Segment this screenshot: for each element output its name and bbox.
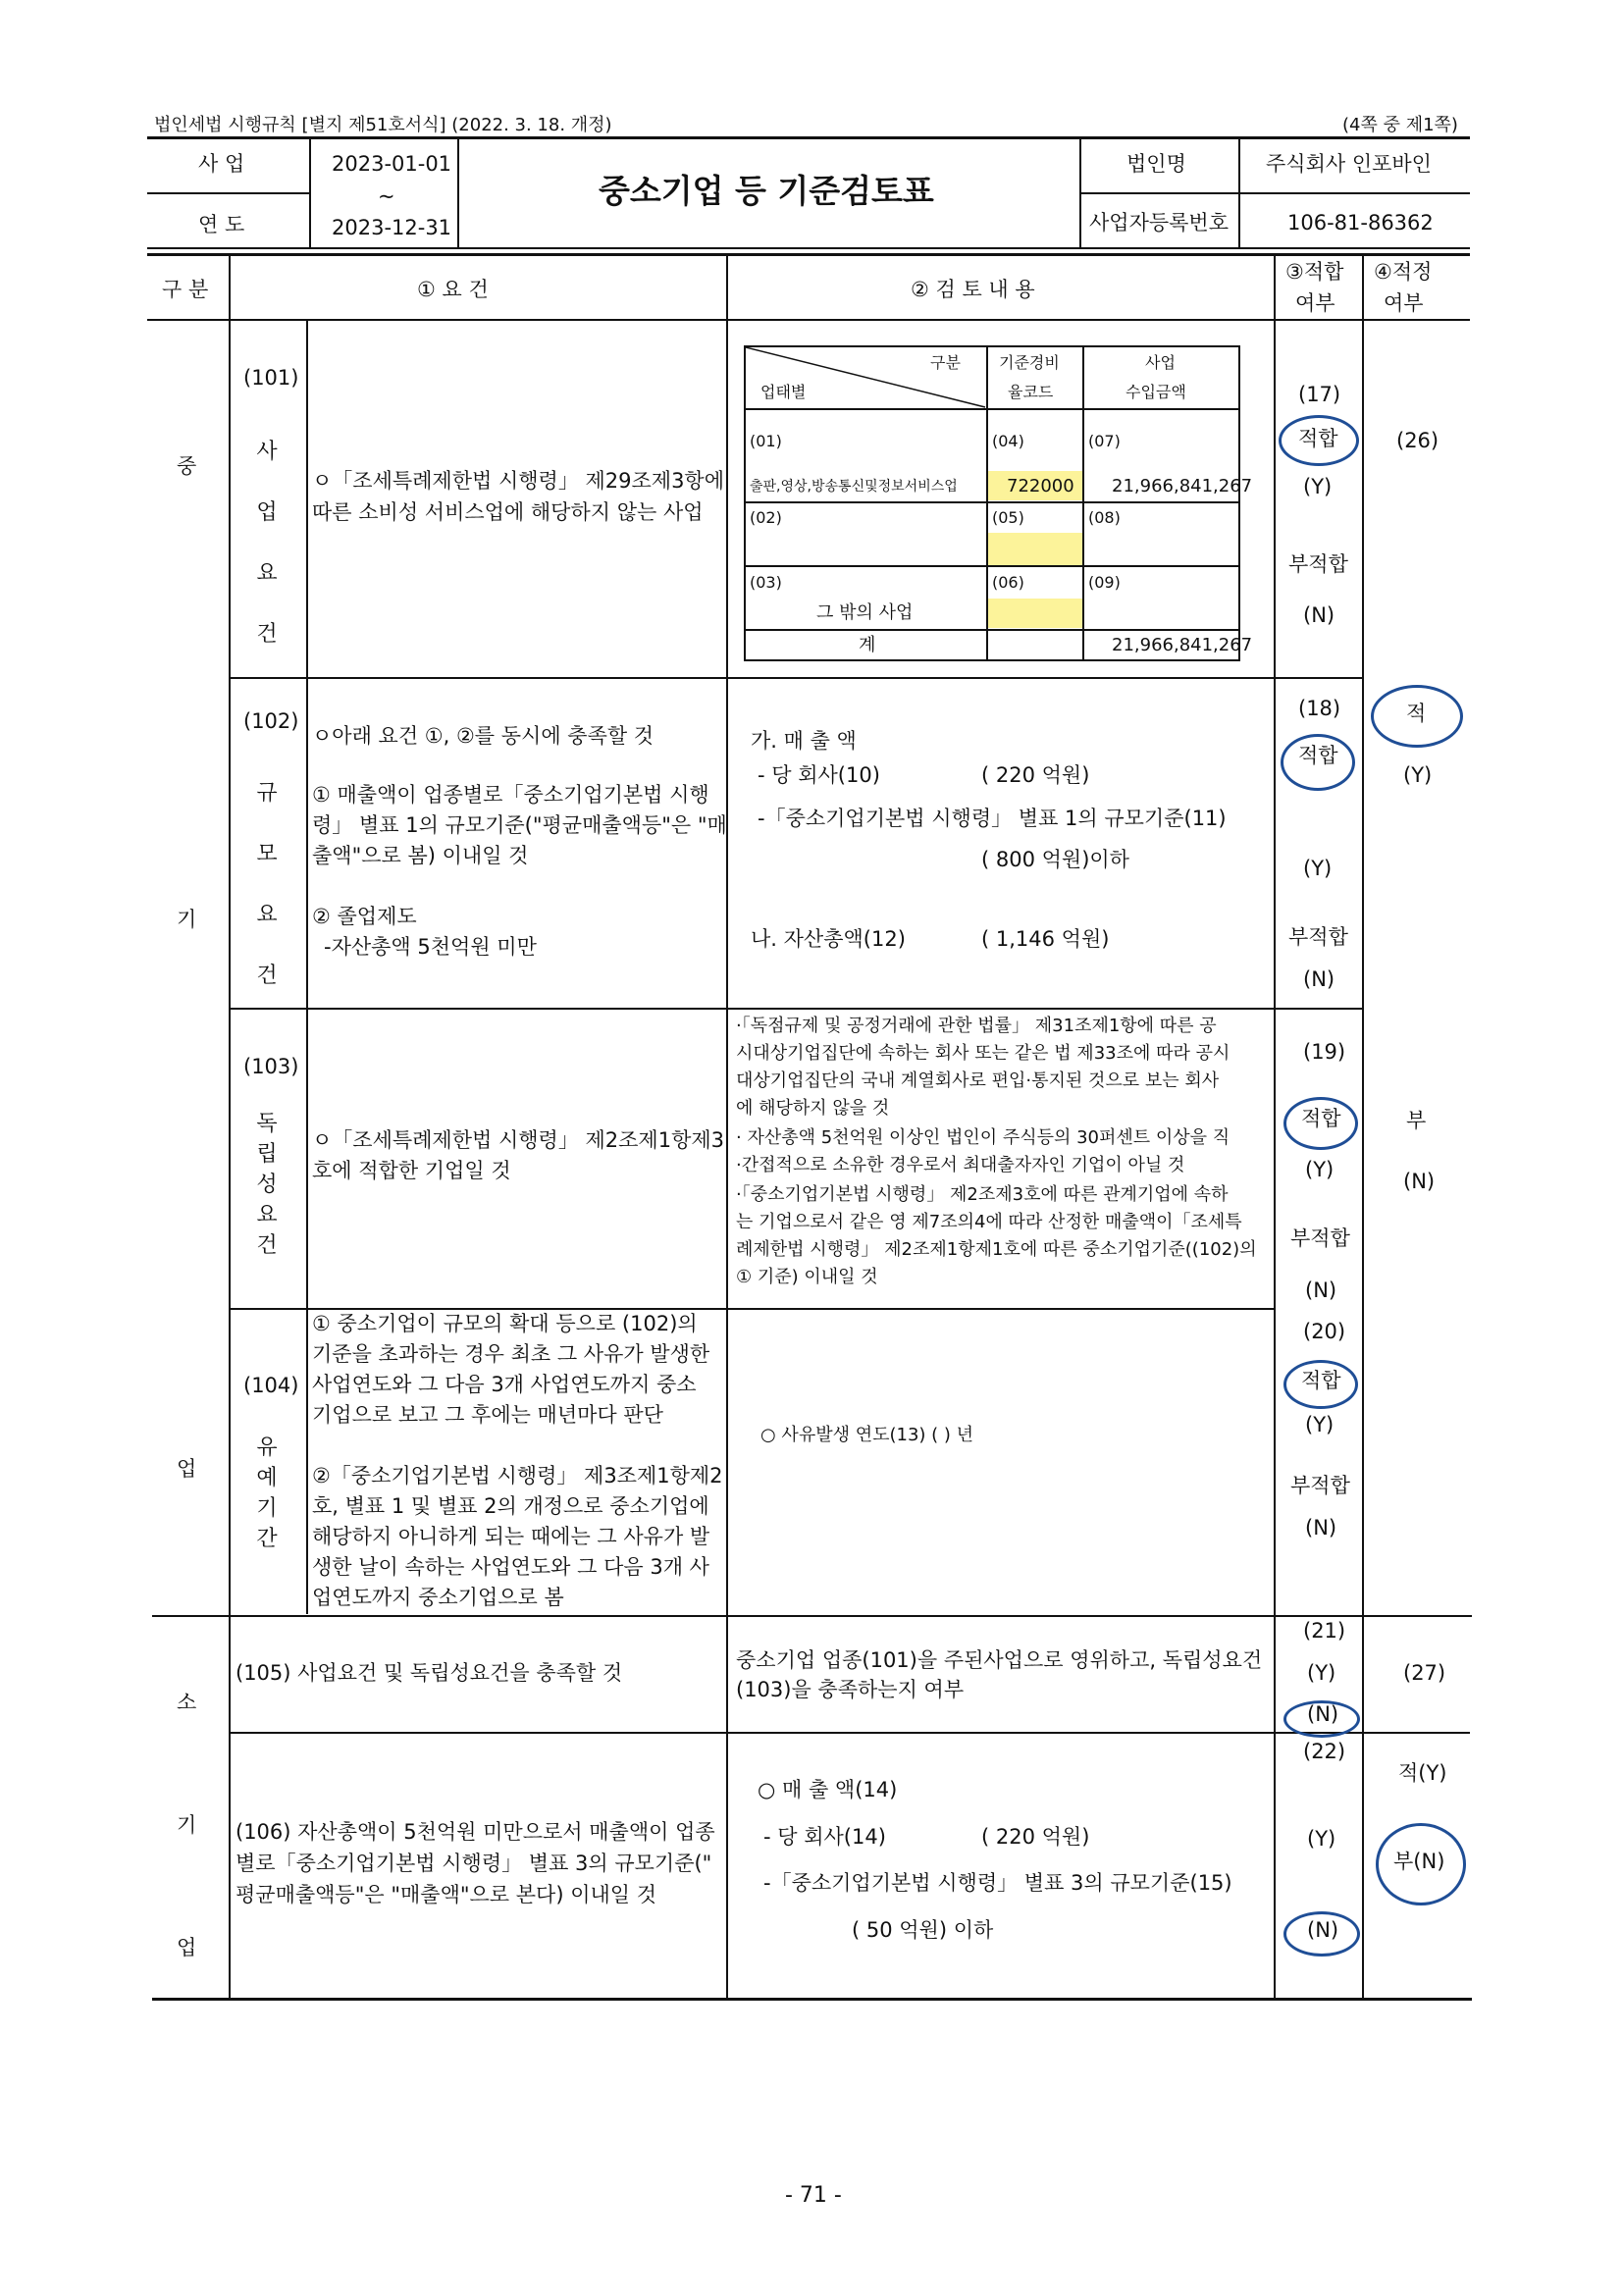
r101-row2-n3: (08) bbox=[1088, 508, 1121, 527]
r102-num: (102) bbox=[243, 709, 299, 733]
page-number: - 71 - bbox=[785, 2183, 842, 2208]
r101-total-label: 계 bbox=[859, 635, 876, 655]
r104-vertical-label: 유 예 기 간 bbox=[256, 1435, 278, 1551]
r101-row1-n2: (04) bbox=[992, 432, 1024, 450]
r103-review-line1: ·「독점규제 및 공정거래에 관한 법률」 제31조제1항에 따른 공 bbox=[736, 1016, 1217, 1036]
r101-row1-n3: (07) bbox=[1088, 432, 1121, 450]
reg-no: 106-81-86362 bbox=[1287, 211, 1434, 235]
r105-fit-y: (Y) bbox=[1307, 1661, 1336, 1685]
page-title: 중소기업 등 기준검토표 bbox=[599, 172, 934, 210]
r104-review: ○ 사유발생 연도(13) ( ) 년 bbox=[760, 1425, 974, 1445]
period-tilde: ~ bbox=[378, 184, 395, 208]
side-label-eop: 업 bbox=[177, 1457, 197, 1481]
r102-elig-y: (Y) bbox=[1403, 763, 1433, 787]
r101-row2-n1: (02) bbox=[750, 508, 782, 527]
r102-rev-a: 가. 매 출 액 bbox=[751, 729, 857, 753]
r105-req: (105) 사업요건 및 독립성요건을 충족할 것 bbox=[236, 1661, 623, 1685]
r102-rev-std: -「중소기업기본법 시행령」 별표 1의 규모기준(11) bbox=[758, 807, 1227, 830]
r103-review-line3: 대상기업집단의 국내 계열회사로 편입·통지된 것으로 보는 회사 bbox=[736, 1070, 1220, 1091]
r104-fit-n: (N) bbox=[1305, 1516, 1337, 1539]
r101-row1-code: 722000 bbox=[1007, 476, 1074, 496]
period-to: 2023-12-31 bbox=[332, 216, 452, 239]
r102-rev-std-val: ( 800 억원)이하 bbox=[981, 848, 1129, 871]
r102-req-line5: ② 졸업제도 bbox=[312, 905, 417, 928]
r102-fit-circle bbox=[1281, 734, 1355, 791]
r101-tbl-rev-2: 수입금액 bbox=[1126, 383, 1186, 401]
r104-fit-num: (20) bbox=[1303, 1320, 1346, 1343]
r106-rev-a: ○ 매 출 액(14) bbox=[758, 1778, 898, 1801]
r101-tbl-code-1: 기준경비 bbox=[999, 353, 1060, 372]
r101-total-amt: 21,966,841,267 bbox=[1112, 635, 1253, 655]
r101-tbl-code-2: 율코드 bbox=[1008, 383, 1054, 401]
reg-no-label: 사업자등록번호 bbox=[1089, 211, 1230, 235]
r101-fit-circle bbox=[1279, 415, 1359, 466]
r102-rev-company: - 당 회사(10) bbox=[758, 763, 880, 787]
r103-vertical-label: 독 립 성 요 건 bbox=[256, 1112, 278, 1258]
r101-row3-n2: (06) bbox=[992, 573, 1024, 592]
form-reference: 법인세법 시행규칙 [별지 제51호서식] (2022. 3. 18. 개정) bbox=[154, 115, 612, 135]
r106-req-line1: (106) 자산총액이 5천억원 미만으로서 매출액이 업종 bbox=[236, 1820, 715, 1844]
r104-fit-circle bbox=[1283, 1360, 1358, 1409]
r106-elig-n: 부(N) bbox=[1393, 1850, 1445, 1873]
r102-req-line1: ㅇ아래 요건 ①, ②를 동시에 충족할 것 bbox=[312, 724, 654, 748]
r101-tbl-gubun: 구분 bbox=[930, 353, 961, 372]
r103-fit-num: (19) bbox=[1303, 1040, 1346, 1064]
r103-fit-circle bbox=[1283, 1097, 1358, 1150]
r102-req-line6: -자산총액 5천억원 미만 bbox=[324, 935, 537, 959]
side-label-jung: 중 bbox=[177, 454, 197, 478]
r102-rev-asset-val: ( 1,146 억원) bbox=[981, 927, 1110, 951]
r106-fit-num: (22) bbox=[1303, 1740, 1346, 1763]
r101-row1-n1: (01) bbox=[750, 432, 782, 450]
r103-fit-y: (Y) bbox=[1305, 1158, 1335, 1181]
r101-fit-num: (17) bbox=[1298, 383, 1341, 406]
r106-elig-circle bbox=[1376, 1823, 1466, 1905]
r103-review-line7: ·「중소기업기본법 시행령」 제2조제3호에 따른 관계기업에 속하 bbox=[736, 1184, 1229, 1205]
r103-review-line2: 시대상기업집단에 속하는 회사 또는 같은 법 제33조에 따라 공시 bbox=[736, 1043, 1230, 1064]
r102-elig-circle bbox=[1371, 685, 1463, 748]
r106-fit-circle bbox=[1283, 1911, 1360, 1957]
r102-fit-no: 부적합 bbox=[1288, 925, 1348, 949]
r102-fit-num: (18) bbox=[1298, 697, 1341, 720]
col-fit-2: 여부 bbox=[1295, 291, 1335, 315]
r105-fit-num: (21) bbox=[1303, 1619, 1346, 1643]
r104-req-line6: 호, 별표 1 및 별표 2의 개정으로 중소기업에 bbox=[312, 1494, 709, 1518]
r101-fit-y: (Y) bbox=[1303, 475, 1333, 498]
r103-review-line6: ·간접적으로 소유한 경우로서 최대출자자인 기업이 아닐 것 bbox=[736, 1155, 1185, 1175]
col-eligible-2: 여부 bbox=[1384, 291, 1424, 315]
r104-fit-ok: 적합 bbox=[1301, 1369, 1341, 1392]
r104-req-line5: ②「중소기업기본법 시행령」 제3조제1항제2 bbox=[312, 1464, 723, 1487]
r104-num: (104) bbox=[243, 1374, 299, 1397]
r101-req-line2: 따른 소비성 서비스업에 해당하지 않는 사업 bbox=[312, 500, 704, 524]
r103-req-line2: 호에 적합한 기업일 것 bbox=[312, 1159, 511, 1182]
r103-review-line10: ① 기준) 이내일 것 bbox=[736, 1267, 878, 1287]
r101-row1-biz: 출판,영상,방송통신및정보서비스업 bbox=[750, 479, 958, 495]
r103-review-line5: · 자산총액 5천억원 이상인 법인이 주식등의 30퍼센트 이상을 직 bbox=[736, 1127, 1230, 1148]
r103-fit-n: (N) bbox=[1305, 1278, 1337, 1302]
r106-fit-n: (N) bbox=[1307, 1918, 1339, 1942]
r105-fit-n: (N) bbox=[1307, 1702, 1339, 1726]
r104-req-line3: 사업연도와 그 다음 3개 사업연도까지 중소 bbox=[312, 1373, 697, 1396]
col-gubun: 구 분 bbox=[162, 278, 209, 301]
r106-req-line2: 별로「중소기업기본법 시행령」 별표 3의 규모기준(" bbox=[236, 1852, 712, 1875]
r104-req-line1: ① 중소기업이 규모의 확대 등으로 (102)의 bbox=[312, 1312, 698, 1335]
r104-req-line2: 기준을 초과하는 경우 최초 그 사유가 발생한 bbox=[312, 1342, 710, 1366]
r101-row3-n3: (09) bbox=[1088, 573, 1121, 592]
r101-vertical-label: 사 업 요 건 bbox=[256, 440, 278, 647]
r105-review-line1: 중소기업 업종(101)을 주된사업으로 영위하고, 독립성요건 bbox=[736, 1648, 1263, 1672]
r106-fit-y: (Y) bbox=[1307, 1827, 1336, 1851]
r101-row3-biz: 그 밖의 사업 bbox=[816, 602, 914, 623]
r106-rev-std-val: ( 50 억원) 이하 bbox=[852, 1918, 994, 1942]
r102-rev-asset: 나. 자산총액(12) bbox=[751, 927, 906, 951]
r103-fit-ok: 적합 bbox=[1301, 1107, 1341, 1130]
r101-fit-n: (N) bbox=[1303, 603, 1335, 627]
corp-name-label: 법인명 bbox=[1126, 152, 1186, 176]
r104-fit-y: (Y) bbox=[1305, 1413, 1335, 1436]
r101-req-line1: ㅇ「조세특례제한법 시행령」 제29조제3항에 bbox=[312, 469, 725, 493]
r106-rev-company: - 당 회사(14) bbox=[763, 1825, 886, 1849]
r101-row2-n2: (05) bbox=[992, 508, 1024, 527]
side-label-eop2: 업 bbox=[177, 1936, 197, 1959]
col-fit-1: ③적합 bbox=[1285, 260, 1344, 284]
r101-fit-ok: 적합 bbox=[1298, 427, 1338, 450]
r101-tbl-biz: 업태별 bbox=[760, 383, 807, 401]
r102-fit-y: (Y) bbox=[1303, 857, 1333, 880]
r106-rev-std: -「중소기업기본법 시행령」 별표 3의 규모기준(15) bbox=[763, 1871, 1232, 1895]
r103-elig-n: (N) bbox=[1403, 1170, 1436, 1193]
r105-elig-num: (27) bbox=[1403, 1661, 1446, 1685]
r102-fit-ok: 적합 bbox=[1298, 744, 1338, 767]
corp-name: 주식회사 인포바인 bbox=[1266, 152, 1432, 176]
r102-req-line4: 출액"으로 봄) 이내일 것 bbox=[312, 844, 529, 867]
r104-req-line9: 업연도까지 중소기업으로 봄 bbox=[312, 1586, 564, 1609]
r101-num: (101) bbox=[243, 366, 299, 390]
col-requirement: ① 요 건 bbox=[417, 278, 489, 301]
r102-fit-n: (N) bbox=[1303, 967, 1335, 991]
col-review: ② 검 토 내 용 bbox=[911, 278, 1035, 301]
r101-elig-num: (26) bbox=[1396, 429, 1440, 452]
r104-req-line8: 생한 날이 속하는 사업연도와 그 다음 3개 사 bbox=[312, 1555, 709, 1579]
r102-elig-ok: 적 bbox=[1406, 702, 1427, 725]
r102-req-line3: 령」 별표 1의 규모기준("평균매출액등"은 "매 bbox=[312, 813, 727, 837]
r101-tbl-rev-1: 사업 bbox=[1145, 353, 1176, 372]
r103-review-line8: 는 기업으로서 같은 영 제7조의4에 따라 산정한 매출액이「조세특 bbox=[736, 1212, 1242, 1232]
r103-req-line1: ㅇ「조세특례제한법 시행령」 제2조제1항제3 bbox=[312, 1128, 725, 1152]
r102-req-line2: ① 매출액이 업종별로「중소기업기본법 시행 bbox=[312, 783, 709, 807]
r103-review-line9: 례제한법 시행령」 제2조제1항제1호에 따른 중소기업기준((102)의 bbox=[736, 1239, 1257, 1260]
side-label-so: 소 bbox=[177, 1691, 197, 1714]
r105-review-line2: (103)을 충족하는지 여부 bbox=[736, 1678, 965, 1701]
r103-num: (103) bbox=[243, 1055, 299, 1078]
side-label-gi2: 기 bbox=[177, 1813, 197, 1837]
r102-rev-company-val: ( 220 억원) bbox=[981, 763, 1090, 787]
r101-fit-no: 부적합 bbox=[1288, 552, 1348, 576]
period-from: 2023-01-01 bbox=[332, 152, 452, 176]
r104-req-line7: 해당하지 아니하게 되는 때에는 그 사유가 발 bbox=[312, 1525, 710, 1548]
page-of-label: (4쪽 중 제1쪽) bbox=[1342, 115, 1458, 135]
r101-row3-n1: (03) bbox=[750, 573, 782, 592]
side-label-gi: 기 bbox=[177, 908, 197, 931]
year-label-2: 연 도 bbox=[198, 213, 245, 236]
r106-rev-company-val: ( 220 억원) bbox=[981, 1825, 1090, 1849]
r106-elig-y: 적(Y) bbox=[1398, 1761, 1447, 1785]
r102-vertical-label: 규 모 요 건 bbox=[256, 781, 278, 988]
r106-req-line3: 평균매출액등"은 "매출액"으로 본다) 이내일 것 bbox=[236, 1883, 657, 1906]
col-eligible-1: ④적정 bbox=[1374, 260, 1433, 284]
year-label-1: 사 업 bbox=[198, 152, 245, 176]
r103-elig-no: 부 bbox=[1406, 1109, 1427, 1132]
r103-fit-no: 부적합 bbox=[1290, 1226, 1350, 1250]
r104-fit-no: 부적합 bbox=[1290, 1474, 1350, 1497]
r103-review-line4: 에 해당하지 않을 것 bbox=[736, 1098, 890, 1119]
r101-row1-amt: 21,966,841,267 bbox=[1112, 476, 1253, 496]
r105-fit-circle bbox=[1283, 1700, 1360, 1738]
r104-req-line4: 기업으로 보고 그 후에는 매년마다 판단 bbox=[312, 1403, 663, 1427]
